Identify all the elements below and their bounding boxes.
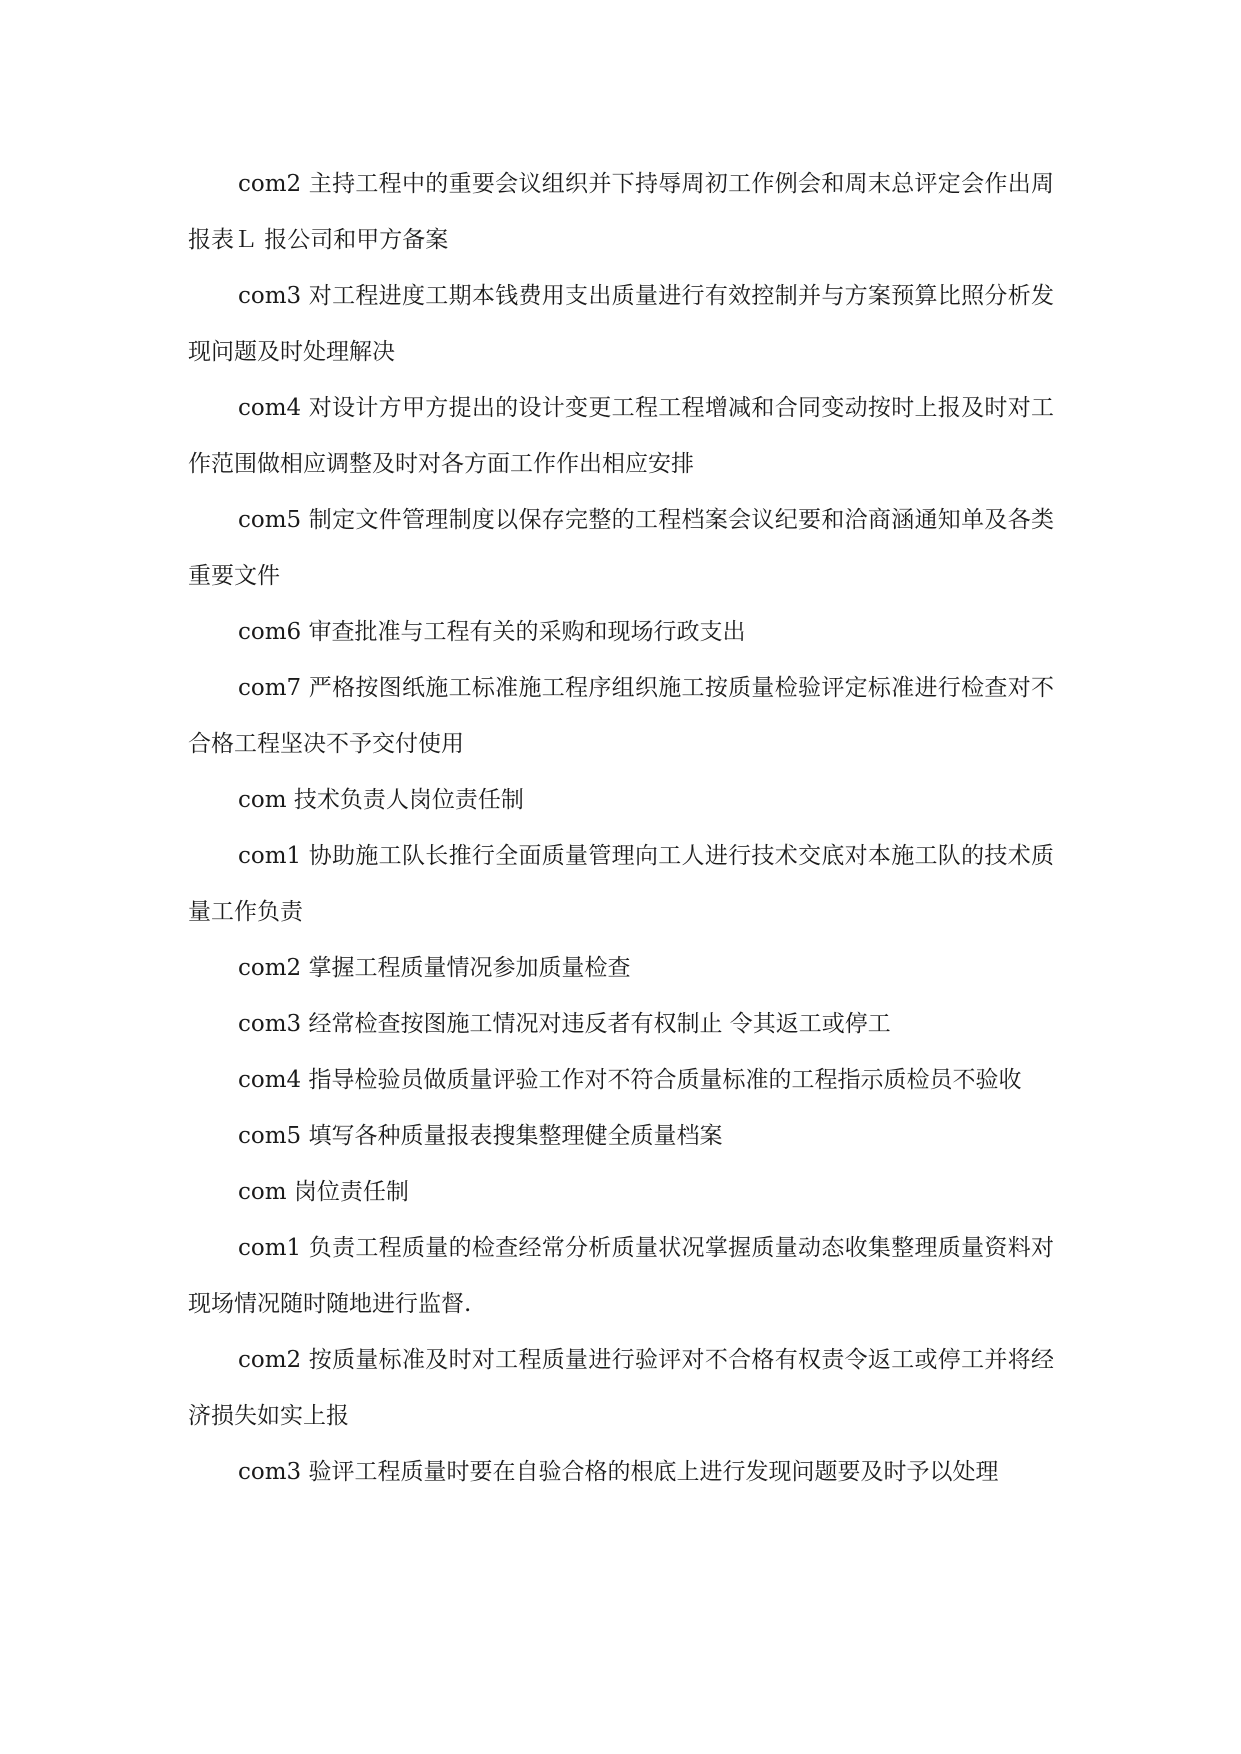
paragraph-com3-construction-check: com3 经常检查按图施工情况对违反者有权制止 令其返工或停工 bbox=[238, 1011, 891, 1037]
paragraph-com1-quality-management: com1 协助施工队长推行全面质量管理向工人进行技术交底对本施工队的技术质量工作负责 bbox=[188, 843, 1054, 925]
document-body bbox=[188, 156, 1054, 1500]
paragraph-com7-construction-standards: com7 严格按图纸施工标准施工程序组织施工按质量检验评定标准进行检查对不合格工程坚决不予交付使用 bbox=[188, 675, 1054, 757]
paragraph-com2-quality-inspection: com2 掌握工程质量情况参加质量检查 bbox=[238, 955, 631, 981]
paragraph-com3-self-inspection: com3 验评工程质量时要在自验合格的根底上进行发现问题要及时予以处理 bbox=[238, 1459, 999, 1485]
paragraph-com2-meetings: com2 主持工程中的重要会议组织并下持辱周初工作例会和周末总评定会作出周报表Ｌ 报公司和甲方备案 bbox=[188, 171, 1054, 253]
paragraph-com5-file-management: com5 制定文件管理制度以保存完整的工程档案会议纪要和洽商涵通知单及各类重要文件 bbox=[188, 507, 1054, 589]
section-heading-position-responsibility: com 岗位责任制 bbox=[238, 1179, 409, 1205]
paragraph-com4-design-changes: com4 对设计方甲方提出的设计变更工程工程增减和合同变动按时上报及时对工作范围做相应调整及时对各方面工作作出相应安排 bbox=[188, 395, 1054, 477]
paragraph-com2-quality-evaluation: com2 按质量标准及时对工程质量进行验评对不合格有权责令返工或停工并将经济损失如实上报 bbox=[188, 1347, 1054, 1429]
section-heading-technical-lead: com 技术负责人岗位责任制 bbox=[238, 787, 524, 813]
paragraph-com3-progress-control: com3 对工程进度工期本钱费用支出质量进行有效控制并与方案预算比照分析发现问题及时处理解决 bbox=[188, 283, 1054, 365]
paragraph-com6-purchase-approval: com6 审查批准与工程有关的采购和现场行政支出 bbox=[238, 619, 746, 645]
paragraph-com5-quality-reports: com5 填写各种质量报表搜集整理健全质量档案 bbox=[238, 1123, 723, 1149]
paragraph-com4-inspector-guidance: com4 指导检验员做质量评验工作对不符合质量标准的工程指示质检员不验收 bbox=[238, 1067, 1022, 1093]
paragraph-com1-quality-supervision: com1 负责工程质量的检查经常分析质量状况掌握质量动态收集整理质量资料对现场情况随时随地进行监督. bbox=[188, 1235, 1054, 1317]
